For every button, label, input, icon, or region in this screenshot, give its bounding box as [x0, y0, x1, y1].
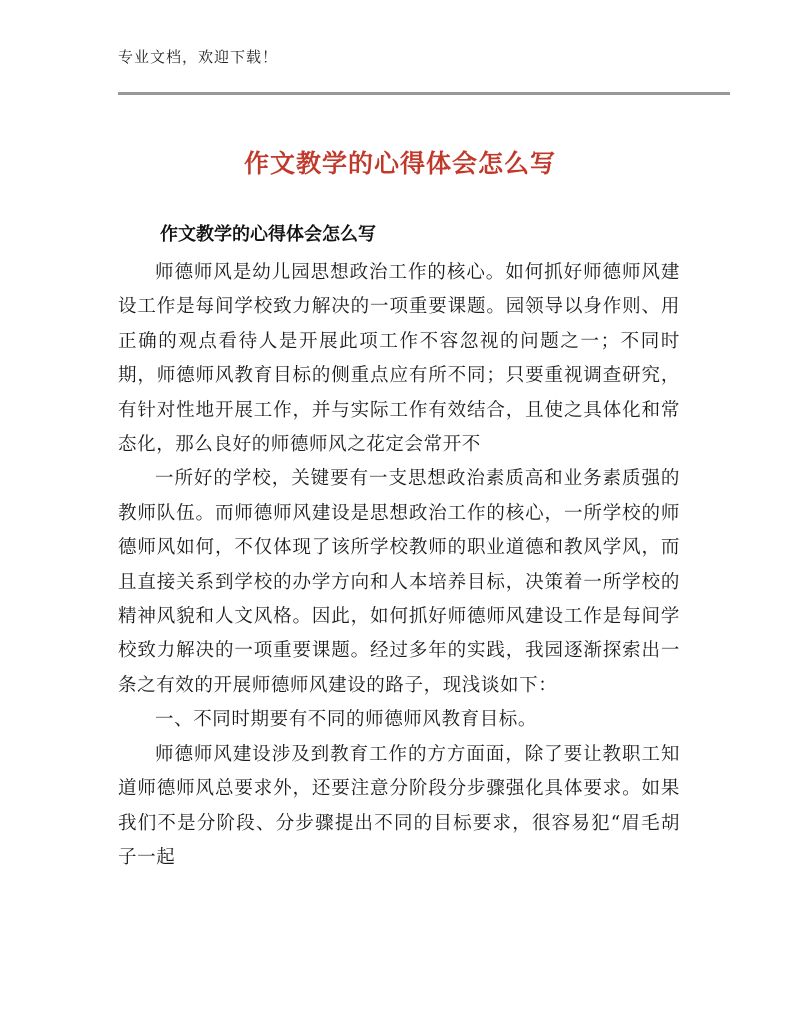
document-body — [118, 256, 680, 875]
header-note: 专业文档，欢迎下载！ — [118, 48, 279, 66]
paragraph-3: 一、不同时期要有不同的师德师风教育目标。 — [155, 709, 538, 731]
document-title: 作文教学的心得体会怎么写 — [243, 149, 556, 178]
paragraph-4: 师德师风建设涉及到教育工作的方方面面，除了要让教职工知道师德师风总要求外，还要注意分阶段分步骤强化具体要求。如果我们不是分阶段、分步骤提出不同的目标要求，很容易犯“眉毛胡子一起 — [118, 743, 680, 868]
paragraph-1: 师德师风是幼儿园思想政治工作的核心。如何抓好师德师风建设工作是每间学校致力解决的一项重要课题。园领导以身作则、用正确的观点看待人是开展此项工作不容忽视的问题之一；不同时期，师德师风教育目标的侧重点应有所不同；只要重视调查研究，有针对性地开展工作，并与实际工作有效结合，且使之具体化和常态化，那么良好的师德师风之花定会常开不 — [118, 262, 680, 456]
section-heading: 作文教学的心得体会怎么写 — [160, 224, 376, 245]
header-divider — [118, 92, 730, 95]
paragraph-2: 一所好的学校，关键要有一支思想政治素质高和业务素质强的教师队伍。而师德师风建设是思想政治工作的核心，一所学校的师德师风如何，不仅体现了该所学校教师的职业道德和教风学风，而且直接关系到学校的办学方向和人本培养目标，决策着一所学校的精神风貌和人文风格。因此，如何抓好师德师风建设工作是每间学校致力解决的一项重要课题。经过多年的实践，我园逐渐探索出一条之有效的开展师德师风建设的路子，现浅谈如下： — [118, 468, 680, 696]
